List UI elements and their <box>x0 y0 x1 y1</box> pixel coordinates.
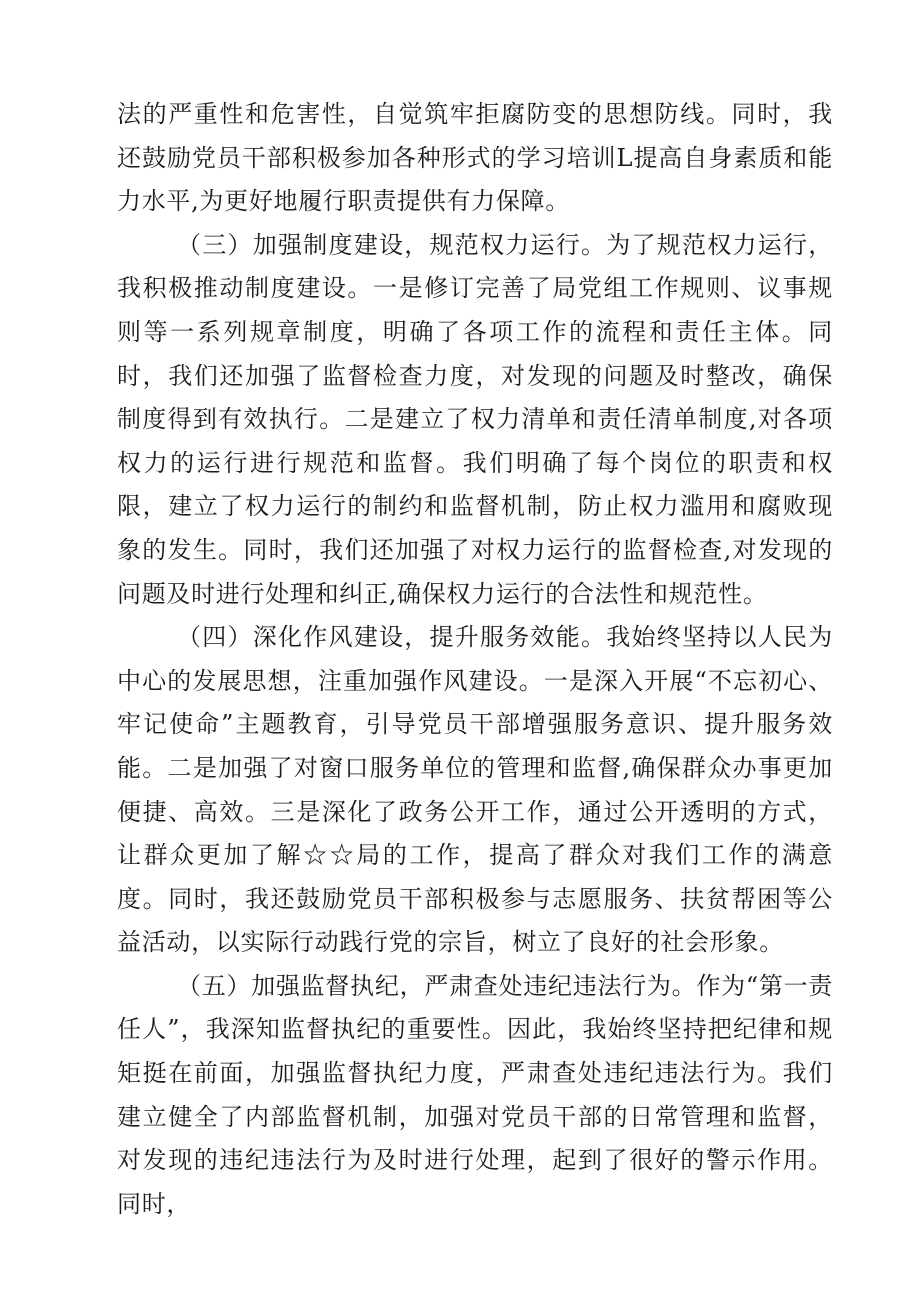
paragraph-continuation: 法的严重性和危害性，自觉筑牢拒腐防变的思想防线。同时，我还鼓励党员干部积极参加各种形式的学习培训L提高自身素质和能力水平,为更好地履行职责提供有力保障。 <box>117 100 833 216</box>
paragraph-work-style: （四）深化作风建设，提升服务效能。我始终坚持以人民为中心的发展思想，注重加强作风建设。一是深入开展“不忘初心、牢记使命”主题教育，引导党员干部增强服务意识、提升服务效能。二是加强了对窗口服务单位的管理和监督,确保群众办事更加便捷、高效。三是深化了政务公开工作，通过公开透明的方式，让群众更加了解☆☆局的工作，提高了群众对我们工作的满意度。同时，我还鼓励党员干部积极参与志愿服务、扶贫帮困等公益活动，以实际行动践行党的宗旨，树立了良好的社会形象。 <box>117 623 833 957</box>
document-body <box>117 93 833 1226</box>
paragraph-discipline-supervision: （五）加强监督执纪，严肃查处违纪违法行为。作为“第一责任人”，我深知监督执纪的重要性。因此，我始终坚持把纪律和规矩挺在前面，加强监督执纪力度，严肃查处违纪违法行为。我们建立健全了内部监督机制，加强对党员干部的日常管理和监督，对发现的违纪违法行为及时进行处理，起到了很好的警示作用。同时， <box>117 971 833 1218</box>
paragraph-system-building: （三）加强制度建设，规范权力运行。为了规范权力运行，我积极推动制度建设。一是修订完善了局党组工作规则、议事规则等一系列规章制度，明确了各项工作的流程和责任主体。同时，我们还加强了监督检查力度，对发现的问题及时整改，确保制度得到有效执行。二是建立了权力清单和责任清单制度,对各项权力的运行进行规范和监督。我们明确了每个岗位的职责和权限，建立了权力运行的制约和监督机制，防止权力滥用和腐败现象的发生。同时，我们还加强了对权力运行的监督检查,对发现的问题及时进行处理和纠正,确保权力运行的合法性和规范性。 <box>117 230 833 608</box>
